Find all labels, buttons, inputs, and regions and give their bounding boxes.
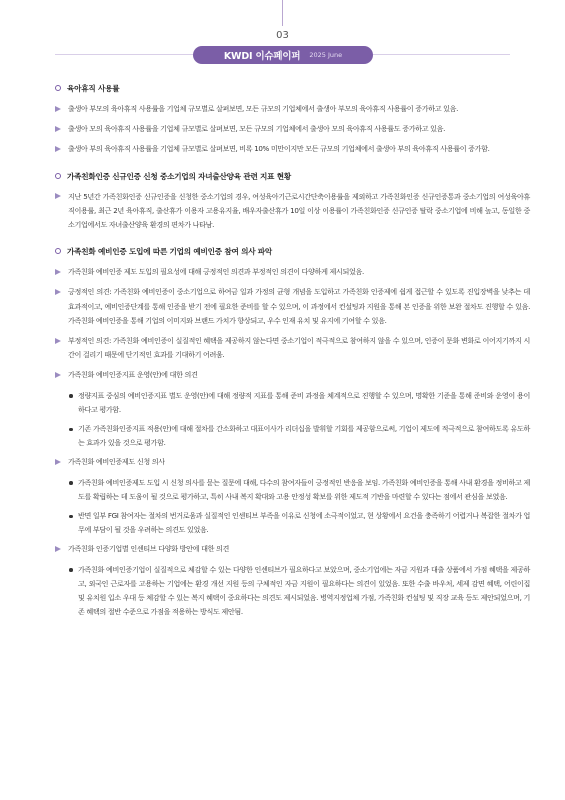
paragraph (55, 142, 530, 156)
triangle-bullet-icon (55, 338, 61, 344)
page-number: 03 (276, 30, 289, 41)
paragraph-text: 출생아 부의 육아휴직 사용률을 기업체 규모별로 살펴보면, 비록 10% 미만이지만 모든 규모의 기업체에서 출생아 부의 육아휴직 사용률이 증가함. (68, 144, 490, 154)
circle-bullet-icon (55, 85, 61, 91)
section-title (55, 170, 530, 183)
section-title-text: 가족친화 예비인증 도입에 따른 기업의 예비인증 참여 의사 파악 (67, 247, 273, 257)
list-item (68, 422, 530, 450)
list-item (68, 563, 530, 620)
header-banner (193, 46, 373, 64)
section-certification-indicators (55, 170, 530, 233)
document-body (0, 82, 565, 632)
group-heading (55, 455, 530, 469)
section-title-text: 육아휴직 사용률 (67, 84, 120, 93)
list-item-text: 가족친화 예비인증기업이 실질적으로 체감할 수 있는 다양한 인센티브가 필요하다고 보았으며, 중소기업에는 자금 지원과 대출 상품에서 가점 혜택을 제공하고, 외국인 근로자를 고용하는 기업에는 환경 개선 지원 등의 구체적인 자금 지원이 필요하다는 의견이 있었음. 또한 수출 바우처, 세제 감면 혜택, 어린이집 및 유치원 입소 우대 등 체감할 수 있는 복지 혜택이 중요하다는 의견도 제시되었음. 병역지정업체 가점, 가족친화 컨설팅 및 직장 교육 등도 제안되었으며, 기존 혜택의 절반 수준으로 가점을 적용하는 방식도 제안됨. (78, 564, 530, 617)
list-item (68, 389, 530, 417)
paragraph (55, 285, 530, 328)
paragraph-text: 출생아 모의 육아휴직 사용률을 기업체 규모별로 살펴보면, 모든 규모의 기업체에서 출생아 모의 육아휴직 사용률도 증가하고 있음. (68, 124, 446, 134)
dot-bullet-icon (69, 394, 73, 398)
header-title: KWDI 이슈페이퍼 (223, 51, 301, 62)
group-heading (55, 368, 530, 382)
list-item-text: 가족친화 예비인증제도 도입 시 신청 의사를 묻는 질문에 대해, 다수의 참여자들이 긍정적인 반응을 보임. 가족친화 예비인증을 통해 사내 환경을 정비하고 제도를 확립하는 데 도움이 될 것으로 평가하고, 특히 사내 복지 확대와 고용 안정성 확보를 위한 제도적 기반을 마련할 수 있다는 점에서 관심을 보였음. (78, 477, 530, 501)
section-pre-certification-intent (55, 245, 530, 619)
section-title-text: 가족친화인증 신규인증 신청 중소기업의 자녀출산양육 관련 지표 현황 (67, 171, 292, 181)
dot-bullet-icon (69, 515, 73, 519)
paragraph (55, 122, 530, 136)
section-title (55, 82, 530, 95)
group-heading-text: 가족친화 예비인증지표 운영(안)에 대한 의견 (68, 370, 198, 380)
triangle-bullet-icon (55, 193, 61, 199)
section-title (55, 245, 530, 258)
group-heading-text: 가족친화 예비인증제도 신청 의사 (68, 457, 165, 467)
section-parental-leave-usage (55, 82, 530, 157)
list-item-text: 기존 가족친화인증지표 적용(안)에 대해 절차를 간소화하고 대표이사가 리더십을 발휘할 기회를 제공함으로써, 기업이 제도에 적극적으로 참여하도록 유도하는 효과가 있을 것으로 평가함. (78, 424, 530, 448)
paragraph-text: 부정적인 의견: 가족친화 예비인증이 실질적인 혜택을 제공하지 않는다면 중소기업이 적극적으로 참여하지 않을 수 있으며, 인증이 문화 변화로 이어지기까지 시간이 걸리기 때문에 단기적인 효과를 기대하기 어려움. (68, 336, 530, 360)
circle-bullet-icon (55, 248, 61, 254)
paragraph-text: 긍정적인 의견: 가족친화 예비인증이 중소기업으로 하여금 일과 가정의 균형 개념을 도입하고 가족친화 인증제에 쉽게 접근할 수 있도록 진입장벽을 낮추는 데 효과적이고, 예비인증단계를 통해 인증을 받기 전에 필요한 준비를 할 수 있으며, 이 과정에서 컨설팅과 지원을 통해 본 인증을 위한 보완 절차도 진행할 수 있음. 가족친화 예비인증을 통해 기업의 이미지와 브랜드 가치가 향상되고, 우수 인재 유치 및 유지에 기여할 수 있음. (68, 287, 530, 325)
dot-bullet-icon (69, 481, 73, 485)
circle-bullet-icon (55, 173, 61, 179)
triangle-bullet-icon (55, 372, 61, 378)
paragraph (55, 265, 530, 279)
list-item (68, 476, 530, 504)
paragraph (55, 334, 530, 362)
triangle-bullet-icon (55, 269, 61, 275)
triangle-bullet-icon (55, 289, 61, 295)
header-date: 2025 June (309, 51, 343, 59)
triangle-bullet-icon (55, 146, 61, 152)
triangle-bullet-icon (55, 459, 61, 465)
triangle-bullet-icon (55, 546, 61, 552)
dot-bullet-icon (69, 428, 73, 432)
group-heading (55, 542, 530, 556)
paragraph (55, 190, 530, 233)
group-heading-text: 가족친화 인증기업별 인센티브 다양화 방안에 대한 의견 (68, 544, 229, 554)
paragraph-text: 지난 5년간 가족친화인증 신규인증을 신청한 중소기업의 경우, 여성육아기근로시간단축이용률을 제외하고 가족친화인증 신규인증통과 중소기업의 여성육아휴직이용률, 최근 2년 육아휴직, 출산휴가 이용자 고용유지율, 배우자출산휴가 10일 이상 이용률이 가족친화인증 신규인증 탈락 중소기업에 비해 높고, 동일한 중소기업에서도 자녀출산양육 환경의 편차가 나타남. (68, 191, 530, 230)
list-item-text: 반면 일부 FGI 참여자는 절차의 번거로움과 실질적인 인센티브 부족을 이유로 신청에 소극적이었고, 현 상황에서 요건을 충족하기 어렵거나 복잡한 절차가 업무에 부담이 될 것을 우려하는 의견도 있었음. (78, 511, 530, 535)
paragraph (55, 102, 530, 116)
triangle-bullet-icon (55, 106, 61, 112)
paragraph-text: 출생아 부모의 육아휴직 사용률을 기업체 규모별로 살펴보면, 모든 규모의 기업체에서 출생아 부모의 육아휴직 사용률이 증가하고 있음. (68, 104, 459, 113)
list-item (68, 509, 530, 537)
dot-bullet-icon (69, 568, 73, 572)
list-item-text: 정량지표 중심의 예비인증지표 별도 운영(안)에 대해 정량적 지표를 통해 준비 과정을 체계적으로 진행할 수 있으며, 명확한 기준을 통해 준비와 운영이 용이하다고 평가함. (78, 390, 530, 414)
header-vertical-line (282, 0, 283, 26)
paragraph-text: 가족친화 예비인증 제도 도입의 필요성에 대해 긍정적인 의견과 부정적인 의견이 다양하게 제시되었음. (68, 267, 364, 277)
triangle-bullet-icon (55, 126, 61, 132)
